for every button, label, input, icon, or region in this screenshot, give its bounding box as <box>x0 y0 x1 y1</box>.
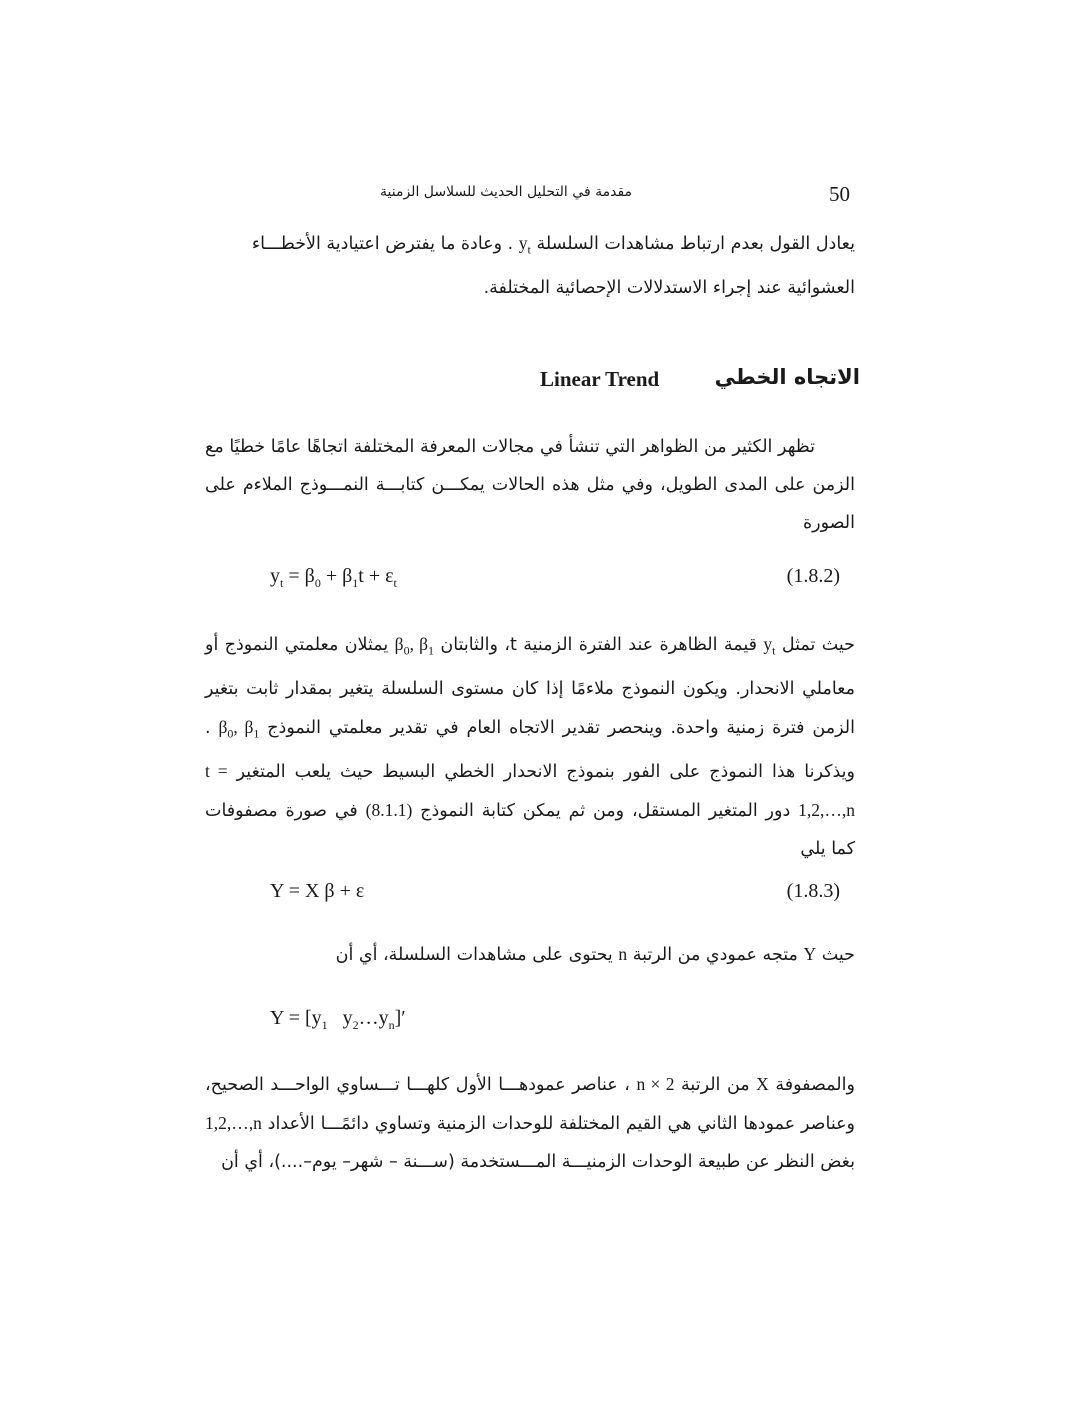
equation-1-number: (1.8.2) <box>786 565 840 587</box>
paragraph-1-text-a: يعادل القول بعدم ارتباط مشاهدات السلسلة <box>536 234 855 254</box>
equation-1-expression: $y_t = \beta_0 + \beta_1t + \varepsilon_t$ <box>270 565 397 590</box>
paragraph-5 <box>205 1065 855 1181</box>
section-title-english: Linear Trend <box>540 367 660 391</box>
paragraph-1-text-c: العشوائية عند إجراء الاستدلالات الإحصائية المختلفة. <box>483 277 855 298</box>
page-number: 50 <box>829 182 850 206</box>
inline-math-order: n × 2 <box>636 1074 675 1094</box>
paragraph-5-text-a: والمصفوفة <box>775 1075 855 1095</box>
paragraph-3-text-c: يمثلان معلمتي النموذج أو معاملي الانحدار. ويكون النموذج ملاءمًا إذا كان مستوى السلسلة يتغير بمقدار ثابت بتغير الزمن فترة زمنية واحدة. وينحصر تقدير الاتجاه العام في تقدير معلمتي النموذج <box>205 635 855 738</box>
paragraph-4-text-b: متجه عمودي من الرتبة <box>632 945 798 965</box>
paragraph-4 <box>205 935 855 974</box>
inline-math-yt: $y_t$ <box>518 233 531 257</box>
paragraph-5-text-b: من الرتبة <box>681 1075 750 1095</box>
equation-2 <box>270 880 840 912</box>
equation-3-expression: $Y = [y_1$ $y_2\dots y_n]'$ <box>270 1007 406 1032</box>
equation-1 <box>270 565 840 597</box>
paragraph-3-text-b: قيمة الظاهرة عند الفترة الزمنية t، والثابتان <box>440 635 757 655</box>
running-title: مقدمة في التحليل الحديث للسلاسل الزمنية <box>380 184 633 200</box>
inline-math-X: X <box>756 1074 769 1094</box>
paragraph-4-text-c: يحتوى على مشاهدات السلسلة، أي أن <box>335 945 613 965</box>
paragraph-2-text: تظهر الكثير من الظواهر التي تنشأ في مجالات المعرفة المختلفة اتجاهًا عامًا خطيًا مع الزمن على المدى الطويل، وفي مثل هذه الحالات يمكـــن كتابـــة النمـــوذج الملاءم على الصورة <box>205 437 855 533</box>
inline-math-range: 1,2,…,n <box>205 1113 262 1133</box>
paragraph-3-text-f: في صورة مصفوفات كما يلي <box>205 801 855 859</box>
inline-math-yt: $y_t$ <box>763 634 776 658</box>
paragraph-4-text-a: حيث <box>821 945 855 965</box>
paragraph-2 <box>205 428 855 542</box>
inline-math-betas: $\beta_0$, $\beta_1$ <box>394 634 435 658</box>
paragraph-5-text-c: ، عناصر عمودهـــا الأول كلهـــا تـــساوي الواحـــد الصحيح، وعناصر عمودها الثاني هي القيم المختلفة للوحدات الزمنية وتساوي دائمًـــا الأعداد <box>205 1075 855 1134</box>
paragraph-3-text-e: دور المتغير المستقل، ومن ثم يمكن كتابة النموذج <box>420 801 791 821</box>
paragraph-5-text-d: بغض النظر عن طبيعة الوحدات الزمنيـــة المـــستخدمة (ســـنة – شهر– يوم–....)، أي أن <box>221 1152 855 1172</box>
inline-math-Y: Y <box>803 944 817 964</box>
equation-2-expression: Y = X β + ε <box>270 880 365 902</box>
page-header <box>380 182 850 212</box>
paragraph-3-text-a: حيث تمثل <box>781 635 855 655</box>
inline-math-t-range: t = 1,2,…,n <box>205 761 855 820</box>
equation-2-number: (1.8.3) <box>786 880 840 902</box>
paragraph-3-text-d: . ويذكرنا هذا النموذج على الفور بنموذج الانحدار الخطي البسيط حيث يلعب المتغير <box>205 717 855 782</box>
equation-3 <box>270 1007 840 1039</box>
section-heading <box>530 365 860 401</box>
inline-math-ref: (8.1.1) <box>365 800 413 820</box>
paragraph-1-text-b: . وعادة ما يفترض اعتيادية الأخطـــاء <box>251 234 514 254</box>
section-title-arabic: الاتجاه الخطي <box>714 365 860 389</box>
paragraph-1 <box>205 224 855 307</box>
paragraph-3 <box>205 625 855 868</box>
inline-math-betas-2: $\beta_0$, $\beta_1$ <box>218 716 260 740</box>
inline-math-n: n <box>618 944 628 964</box>
